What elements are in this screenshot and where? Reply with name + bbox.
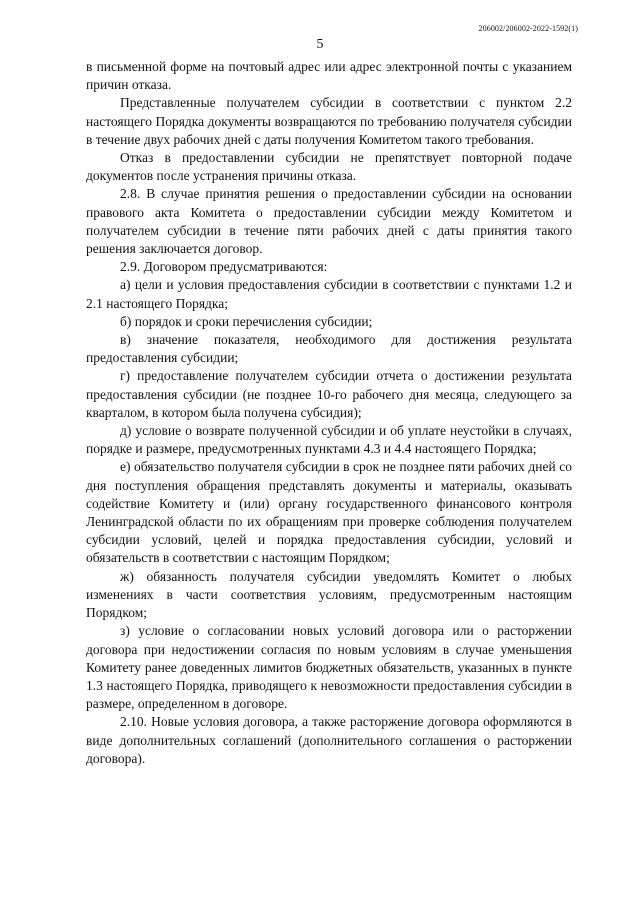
paragraph-2-8: 2.8. В случае принятия решения о предоставлении субсидии на основании правового акта Комитета о предоставлении субсидии между Комитетом и получателем субсидии в течение пяти рабочих дней с даты принятия такого решения заключается договор. (86, 186, 572, 257)
paragraph-documents-return: Представленные получателем субсидии в соответствии с пунктом 2.2 настоящего Порядка документы возвращаются по требованию получателя субсидии в течение двух рабочих дней с даты получения Комитетом такого требования. (86, 95, 572, 147)
list-item-b: б) порядок и сроки перечисления субсидии; (120, 313, 373, 329)
list-item-g: г) предоставление получателем субсидии отчета о достижении результата предоставления субсидии (не позднее 10-го рабочего дня месяца, следующего за кварталом, в котором была получена субсидия); (86, 368, 572, 420)
paragraph-refusal-notice: в письменной форме на почтовый адрес или адрес электронной почты с указанием причин отказа. (86, 59, 572, 93)
document-registration-number: 206002/206002-2022-1592(1) (478, 24, 578, 33)
paragraph-resubmission: Отказ в предоставлении субсидии не препятствует повторной подаче документов после устранения причины отказа. (86, 150, 572, 184)
list-item-a: а) цели и условия предоставления субсидии в соответствии с пунктами 1.2 и 2.1 настоящего Порядка; (86, 277, 572, 311)
paragraph-2-10: 2.10. Новые условия договора, а также расторжение договора оформляются в виде дополнительных соглашений (дополнительного соглашения о расторжении договора). (86, 714, 572, 766)
list-item-d: д) условие о возврате полученной субсидии и об уплате неустойки в случаях, порядке и размере, предусмотренных пунктами 4.3 и 4.4 настоящего Порядка; (86, 423, 572, 457)
list-item-z: з) условие о согласовании новых условий договора или о расторжении договора при недостижении согласия по новым условиям в случае уменьшения Комитету ранее доведенных лимитов бюджетных обязательств, указанных в пункте 1.3 настоящего Порядка, приводящего к невозможности предоставления субсидии в размере, определенном в договоре. (86, 623, 572, 712)
page-number: 5 (316, 37, 324, 52)
document-body (86, 58, 572, 768)
list-item-e: е) обязательство получателя субсидии в срок не позднее пяти рабочих дней со дня поступления обращения представлять документы и материалы, оказывать содействие Комитету и (или) органу государственного финансового контроля Ленинградской области по их обращениям при проверке соблюдения получателем субсидии условий, целей и порядка предоставления субсидии, условий и обязательств в соответствии с настоящим Порядком; (86, 459, 572, 566)
list-item-v: в) значение показателя, необходимого для достижения результата предоставления субсидии; (86, 332, 572, 366)
paragraph-2-9: 2.9. Договором предусматриваются: (120, 259, 328, 275)
list-item-zh: ж) обязанность получателя субсидии уведомлять Комитет о любых изменениях в части соответствия условиям, предусмотренным настоящим Порядком; (86, 568, 572, 621)
